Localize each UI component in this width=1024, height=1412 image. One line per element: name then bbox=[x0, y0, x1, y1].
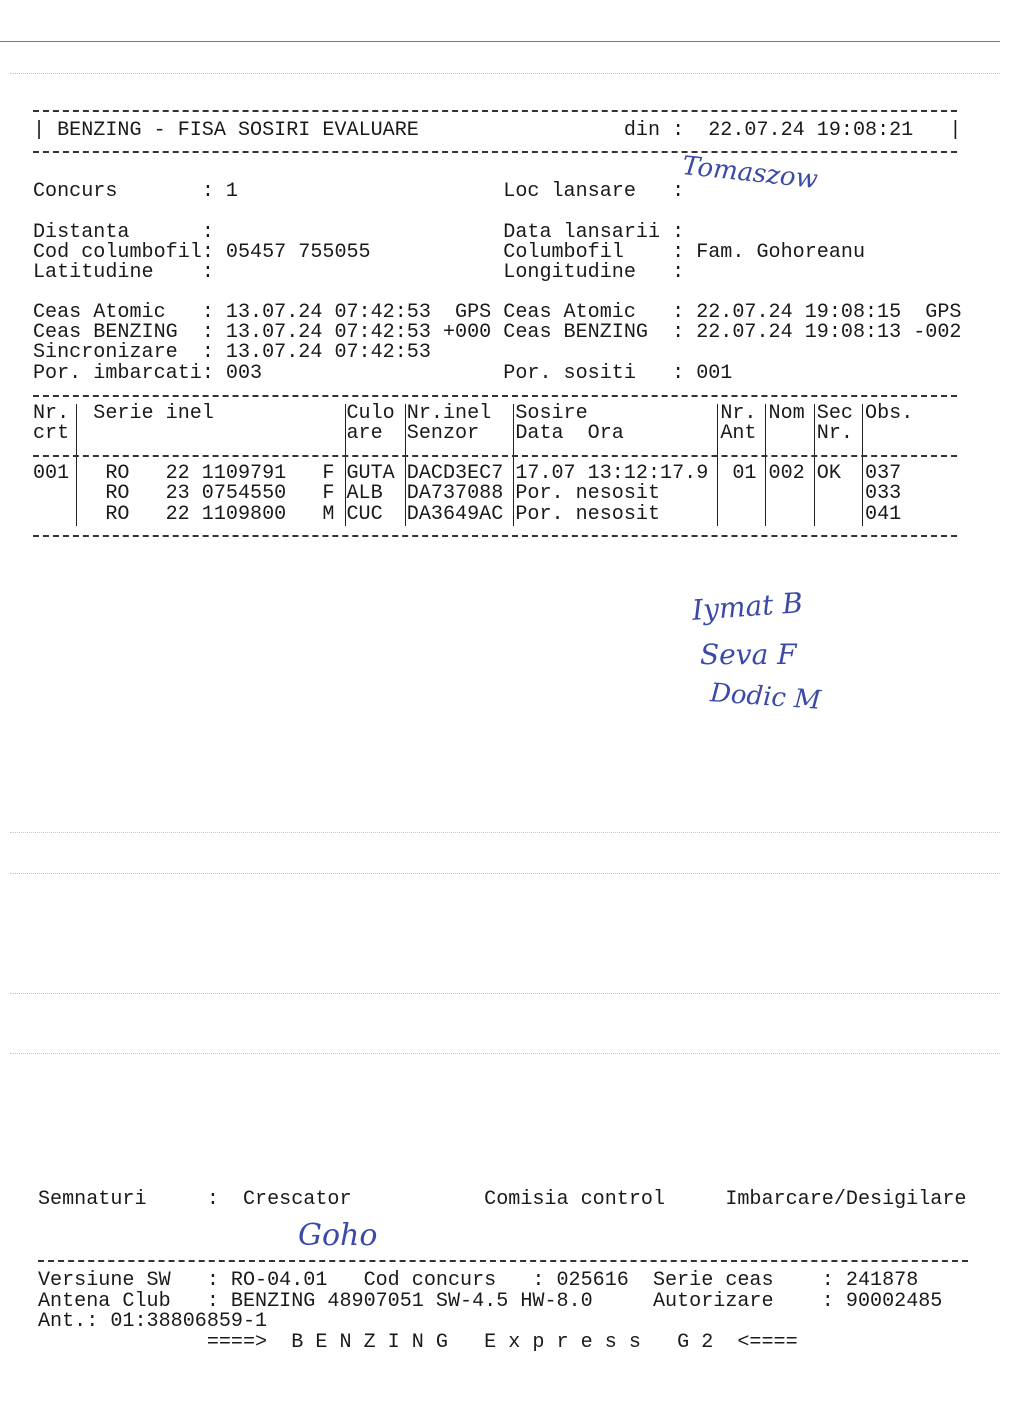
serie-ceas-label: Serie ceas bbox=[652, 1269, 774, 1292]
colon: : bbox=[672, 362, 685, 385]
din-label: din : bbox=[623, 119, 685, 142]
ceas-atomic-start: 13.07.24 07:42:53 bbox=[225, 301, 431, 324]
ceas-benzing-label: Ceas BENZING bbox=[503, 321, 648, 344]
colon: : bbox=[201, 241, 214, 264]
colon: : bbox=[672, 301, 685, 324]
table-rule bbox=[33, 455, 957, 457]
cod-concurs-label: Cod concurs bbox=[363, 1269, 497, 1292]
header-nr: Nr. bbox=[33, 402, 70, 425]
antena-label: Antena Club bbox=[38, 1290, 171, 1313]
benzing-express-banner: ====> B E N Z I N G E x p r e s s G 2 <==== bbox=[206, 1331, 798, 1354]
scan-noise bbox=[10, 832, 1000, 833]
sincronizare-label: Sincronizare bbox=[33, 341, 178, 364]
table-row bbox=[33, 505, 973, 525]
colon: : bbox=[672, 261, 685, 284]
cell-tara: RO bbox=[105, 503, 130, 526]
autorizare-label: Autorizare bbox=[652, 1290, 774, 1313]
cell-sex: M bbox=[322, 503, 335, 526]
por-sositi-label: Por. sositi bbox=[503, 362, 636, 385]
cell-nr: 001 bbox=[33, 462, 70, 485]
clock-row-atomic bbox=[33, 303, 973, 323]
table-header-row-2 bbox=[33, 424, 973, 444]
colon: : bbox=[201, 362, 214, 385]
cell-tara: RO bbox=[105, 462, 130, 485]
colon: : bbox=[201, 221, 214, 244]
latitudine-label: Latitudine bbox=[33, 261, 154, 284]
ceas-atomic-label: Ceas Atomic bbox=[503, 301, 636, 324]
colon: : bbox=[672, 221, 685, 244]
semnaturi-label: Semnaturi bbox=[38, 1188, 147, 1211]
header-ant-2: Ant bbox=[720, 422, 757, 445]
footer-banner-row bbox=[38, 1333, 978, 1353]
header-data-ora: Data Ora bbox=[515, 422, 624, 445]
colon: : bbox=[201, 341, 214, 364]
handwritten-note: Iymat B bbox=[690, 586, 804, 627]
cell-nom: 002 bbox=[768, 462, 805, 485]
cell-sex: F bbox=[322, 462, 335, 485]
colon: : bbox=[201, 321, 214, 344]
header-sec-2: Nr. bbox=[816, 422, 853, 445]
footer-row-ant bbox=[38, 1312, 978, 1332]
cell-sosire: Por. nesosit bbox=[515, 503, 661, 526]
crescator-signature: Goho bbox=[298, 1218, 378, 1253]
header-border-top bbox=[33, 110, 957, 112]
colon: : bbox=[672, 321, 685, 344]
info-row-concurs bbox=[33, 182, 973, 202]
crescator-label: Crescator bbox=[242, 1188, 352, 1211]
cell-obs: 037 bbox=[865, 462, 902, 485]
cell-sosire: 17.07 13:12:17.9 bbox=[515, 462, 709, 485]
footer-row-versiune bbox=[38, 1271, 978, 1291]
cell-inel: 22 1109791 bbox=[165, 462, 287, 485]
serie-ceas-value: : 241878 bbox=[821, 1269, 919, 1292]
cell-inel: 23 0754550 bbox=[165, 482, 287, 505]
header-sosire: Sosire bbox=[515, 402, 588, 425]
cell-sosire: Por. nesosit bbox=[515, 482, 661, 505]
columbofil-label: Columbofil bbox=[503, 241, 624, 264]
cell-obs: 033 bbox=[865, 482, 902, 505]
colon: : bbox=[201, 261, 214, 284]
cell-senzor: DA3649AC bbox=[406, 503, 504, 526]
info-row-distanta bbox=[33, 223, 973, 243]
concurs-value: 1 bbox=[225, 180, 238, 203]
cod-columbofil-value: 05457 755055 bbox=[225, 241, 371, 264]
por-imbarcati-label: Por. imbarcati bbox=[33, 362, 202, 385]
comisia-label: Comisia control bbox=[484, 1188, 666, 1211]
header-nom: Nom bbox=[768, 402, 805, 425]
cell-senzor: DA737088 bbox=[406, 482, 504, 505]
colon: : bbox=[672, 180, 685, 203]
ant-value: Ant.: 01:38806859-1 bbox=[38, 1310, 268, 1333]
por-sositi-value: 001 bbox=[696, 362, 733, 385]
data-lansarii-label: Data lansarii bbox=[503, 221, 661, 244]
ceas-atomic-end: 22.07.24 19:08:15 bbox=[696, 301, 902, 324]
scan-noise bbox=[10, 1053, 1000, 1054]
document-title: BENZING - FISA SOSIRI EVALUARE bbox=[57, 119, 419, 142]
handwritten-note: Seva F bbox=[700, 638, 797, 671]
table-row bbox=[33, 464, 973, 484]
cell-ant: 01 bbox=[732, 462, 757, 485]
ceas-benzing-end: 22.07.24 19:08:13 bbox=[696, 321, 902, 344]
distanta-label: Distanta bbox=[33, 221, 130, 244]
loc-lansare-label: Loc lansare bbox=[503, 180, 636, 203]
concurs-label: Concurs bbox=[33, 180, 118, 203]
ceas-benzing-start-suffix: +000 bbox=[442, 321, 492, 344]
cell-culoare: CUC bbox=[346, 503, 383, 526]
longitudine-label: Longitudine bbox=[503, 261, 636, 284]
header-culoare: Culo bbox=[346, 402, 395, 425]
ceas-benzing-end-suffix: -002 bbox=[913, 321, 962, 344]
versiune-value: : RO-04.01 bbox=[206, 1269, 328, 1292]
header-ant: Nr. bbox=[720, 402, 757, 425]
ceas-benzing-start: 13.07.24 07:42:53 bbox=[225, 321, 431, 344]
antena-value: : BENZING 48907051 SW-4.5 HW-8.0 bbox=[206, 1290, 593, 1313]
scan-noise bbox=[10, 993, 1000, 994]
cell-culoare: GUTA bbox=[346, 462, 395, 485]
header-nrinel: Nr.inel bbox=[406, 402, 492, 425]
header-senzor: Senzor bbox=[406, 422, 480, 445]
ceas-atomic-label: Ceas Atomic bbox=[33, 301, 166, 324]
handwritten-note: Dodic M bbox=[709, 678, 822, 716]
footer-rule bbox=[38, 1260, 968, 1262]
ceas-atomic-start-suffix: GPS bbox=[455, 301, 492, 324]
colon: : bbox=[201, 180, 214, 203]
cell-tara: RO bbox=[105, 482, 130, 505]
ceas-atomic-end-suffix: GPS bbox=[925, 301, 962, 324]
scan-noise bbox=[10, 73, 1000, 74]
header-line: | BENZING - FISA SOSIRI EVALUARE din : 22.07.24 19:08:21 | bbox=[33, 119, 962, 142]
por-imbarcati-value: 003 bbox=[225, 362, 263, 385]
table-row bbox=[33, 484, 973, 504]
table-rule bbox=[33, 535, 957, 537]
cell-senzor: DACD3EC7 bbox=[406, 462, 504, 485]
imbarcare-label: Imbarcare/Desigilare bbox=[725, 1188, 967, 1211]
clock-row-sincronizare bbox=[33, 343, 973, 363]
header-culoare-2: are bbox=[346, 422, 383, 445]
colon: : bbox=[201, 301, 214, 324]
signatures-row bbox=[38, 1190, 978, 1210]
table-rule bbox=[33, 395, 957, 397]
autorizare-value: : 90002485 bbox=[821, 1290, 943, 1313]
header-border-bottom bbox=[33, 151, 957, 153]
cell-obs: 041 bbox=[865, 503, 902, 526]
table-header-row bbox=[33, 404, 973, 424]
cell-inel: 22 1109800 bbox=[165, 503, 287, 526]
ceas-benzing-label: Ceas BENZING bbox=[33, 321, 178, 344]
scan-noise bbox=[10, 873, 1000, 874]
din-value: 22.07.24 19:08:21 bbox=[708, 119, 914, 142]
clock-row-benzing bbox=[33, 323, 973, 343]
clock-row-porumbei bbox=[33, 364, 973, 384]
info-row-cod bbox=[33, 243, 973, 263]
header-obs: Obs. bbox=[865, 402, 914, 425]
info-row-latitudine bbox=[33, 263, 973, 283]
header-serie: Serie inel bbox=[93, 402, 214, 425]
cell-sex: F bbox=[322, 482, 335, 505]
colon: : bbox=[672, 241, 685, 264]
colon: : bbox=[206, 1188, 219, 1211]
cell-sec: OK bbox=[816, 462, 841, 485]
sincronizare-value: 13.07.24 07:42:53 bbox=[225, 341, 431, 364]
cell-culoare: ALB bbox=[346, 482, 383, 505]
loc-lansare-handwritten: Tomaszow bbox=[680, 150, 820, 196]
versiune-label: Versiune SW bbox=[38, 1269, 171, 1292]
header-crt: crt bbox=[33, 422, 70, 445]
cod-columbofil-label: Cod columbofil bbox=[33, 241, 202, 264]
columbofil-value: Fam. Gohoreanu bbox=[696, 241, 866, 264]
header-sec: Sec bbox=[816, 402, 853, 425]
footer-row-antena bbox=[38, 1292, 978, 1312]
page-top-rule bbox=[0, 41, 1000, 42]
cod-concurs-value: : 025616 bbox=[532, 1269, 629, 1292]
